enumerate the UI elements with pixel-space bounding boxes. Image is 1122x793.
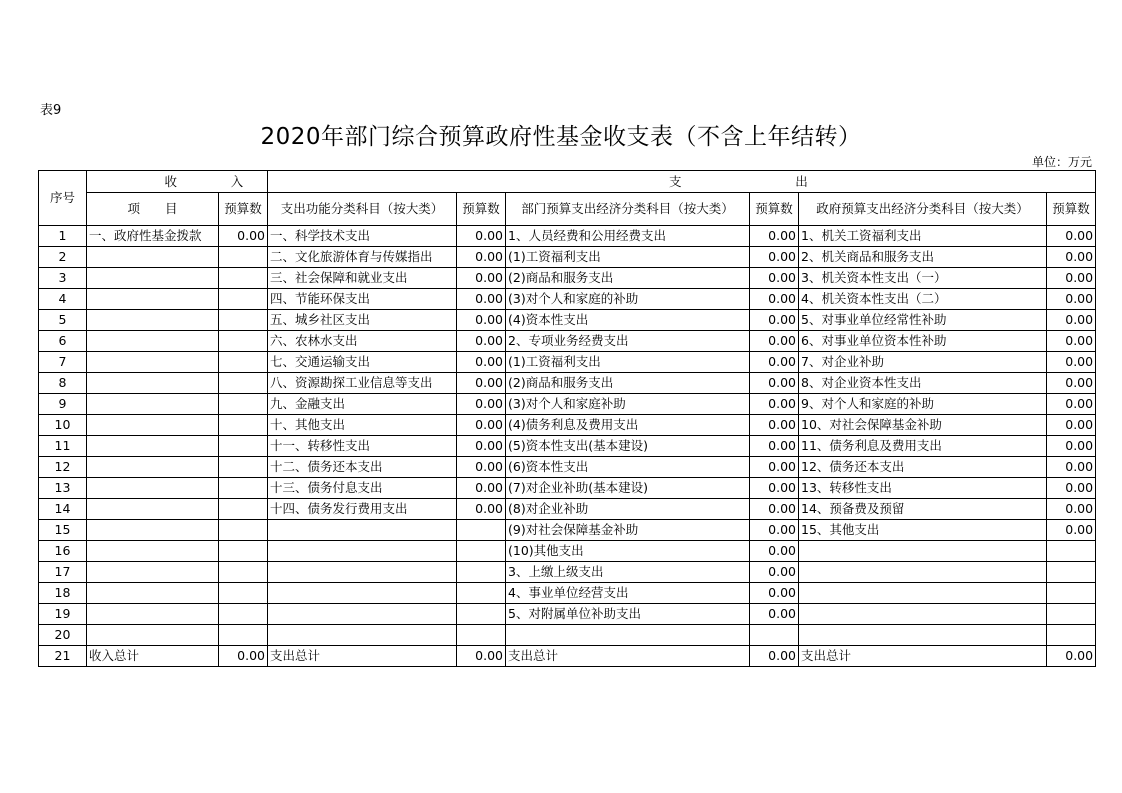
income-item [87,247,219,268]
gov-econ-amount: 0.00 [1047,478,1096,499]
income-amount [219,499,268,520]
gov-econ-amount: 0.00 [1047,373,1096,394]
income-item [87,373,219,394]
dept-econ-item: (4)资本性支出 [506,310,750,331]
row-seq: 20 [39,625,87,646]
func-amount: 0.00 [457,247,506,268]
dept-econ-item: (9)对社会保障基金补助 [506,520,750,541]
dept-econ-amount: 0.00 [750,436,799,457]
dept-econ-item: (3)对个人和家庭的补助 [506,289,750,310]
dept-econ-amount: 0.00 [750,352,799,373]
table-number: 表9 [40,103,62,118]
income-item [87,541,219,562]
table-row [39,562,1096,583]
gov-econ-item: 2、机关商品和服务支出 [799,247,1047,268]
gov-econ-item [799,583,1047,604]
income-item [87,394,219,415]
unit-label: 单位：万元 [1031,155,1092,169]
gov-econ-amount: 0.00 [1047,226,1096,247]
dept-econ-item: 支出总计 [506,646,750,667]
func-amount: 0.00 [457,478,506,499]
income-amount [219,583,268,604]
func-item [268,625,457,646]
dept-econ-amount: 0.00 [750,478,799,499]
income-amount [219,352,268,373]
dept-econ-amount: 0.00 [750,226,799,247]
func-amount [457,604,506,625]
row-seq: 15 [39,520,87,541]
income-item [87,310,219,331]
table-row [39,457,1096,478]
row-seq: 4 [39,289,87,310]
page-title: 2020年部门综合预算政府性基金收支表（不含上年结转） [260,124,862,150]
income-amount [219,436,268,457]
row-seq: 19 [39,604,87,625]
gov-econ-item [799,562,1047,583]
gov-econ-amount [1047,562,1096,583]
func-item: 十、其他支出 [268,415,457,436]
row-seq: 13 [39,478,87,499]
row-seq: 11 [39,436,87,457]
income-amount: 0.00 [219,226,268,247]
table-row [39,625,1096,646]
row-seq: 2 [39,247,87,268]
income-amount [219,373,268,394]
income-amount [219,478,268,499]
table-row [39,604,1096,625]
income-item [87,457,219,478]
gov-econ-item: 3、机关资本性支出（一） [799,268,1047,289]
income-amount [219,562,268,583]
table-row [39,226,1096,247]
income-amount [219,289,268,310]
func-amount: 0.00 [457,373,506,394]
func-item: 支出总计 [268,646,457,667]
gov-econ-item: 1、机关工资福利支出 [799,226,1047,247]
dept-econ-amount: 0.00 [750,520,799,541]
gov-econ-amount [1047,625,1096,646]
income-amount [219,394,268,415]
dept-econ-amount: 0.00 [750,373,799,394]
dept-econ-item: (6)资本性支出 [506,457,750,478]
table-row [39,394,1096,415]
func-item: 四、节能环保支出 [268,289,457,310]
gov-econ-item: 10、对社会保障基金补助 [799,415,1047,436]
dept-econ-amount: 0.00 [750,541,799,562]
gov-econ-item: 7、对企业补助 [799,352,1047,373]
dept-econ-amount: 0.00 [750,415,799,436]
func-amount: 0.00 [457,457,506,478]
income-item [87,604,219,625]
gov-econ-item: 支出总计 [799,646,1047,667]
func-amount: 0.00 [457,226,506,247]
dept-econ-item [506,625,750,646]
gov-econ-amount: 0.00 [1047,436,1096,457]
budget-table [38,170,1096,667]
func-item [268,604,457,625]
income-item [87,520,219,541]
dept-econ-item: (5)资本性支出(基本建设) [506,436,750,457]
header-income-b: 入 [230,173,244,189]
func-item: 六、农林水支出 [268,331,457,352]
gov-econ-amount: 0.00 [1047,415,1096,436]
func-item: 二、文化旅游体育与传媒指出 [268,247,457,268]
gov-econ-amount [1047,604,1096,625]
row-seq: 17 [39,562,87,583]
func-amount: 0.00 [457,352,506,373]
income-item [87,478,219,499]
header-gov-econ: 政府预算支出经济分类科目（按大类） [799,193,1047,226]
gov-econ-amount: 0.00 [1047,457,1096,478]
gov-econ-item: 5、对事业单位经常性补助 [799,310,1047,331]
dept-econ-amount: 0.00 [750,646,799,667]
dept-econ-amount [750,625,799,646]
income-item [87,436,219,457]
header-budget-func: 预算数 [457,193,506,226]
dept-econ-amount: 0.00 [750,457,799,478]
dept-econ-amount: 0.00 [750,268,799,289]
gov-econ-amount: 0.00 [1047,646,1096,667]
row-seq: 5 [39,310,87,331]
func-amount: 0.00 [457,289,506,310]
table-row [39,583,1096,604]
gov-econ-amount: 0.00 [1047,310,1096,331]
dept-econ-amount: 0.00 [750,310,799,331]
gov-econ-item: 12、债务还本支出 [799,457,1047,478]
income-amount [219,457,268,478]
gov-econ-amount: 0.00 [1047,268,1096,289]
income-amount [219,415,268,436]
row-seq: 7 [39,352,87,373]
func-item [268,520,457,541]
func-amount [457,625,506,646]
gov-econ-item [799,625,1047,646]
dept-econ-amount: 0.00 [750,331,799,352]
gov-econ-item: 9、对个人和家庭的补助 [799,394,1047,415]
row-seq: 14 [39,499,87,520]
header-income-a: 收 [164,173,177,189]
func-item [268,541,457,562]
gov-econ-item: 4、机关资本性支出（二） [799,289,1047,310]
func-amount [457,541,506,562]
dept-econ-item: 5、对附属单位补助支出 [506,604,750,625]
income-amount [219,310,268,331]
func-item: 十二、债务还本支出 [268,457,457,478]
dept-econ-item: (2)商品和服务支出 [506,268,750,289]
table-row [39,268,1096,289]
dept-econ-amount: 0.00 [750,499,799,520]
func-item: 三、社会保障和就业支出 [268,268,457,289]
func-item [268,583,457,604]
row-seq: 16 [39,541,87,562]
gov-econ-item: 6、对事业单位资本性补助 [799,331,1047,352]
gov-econ-item: 15、其他支出 [799,520,1047,541]
income-item [87,499,219,520]
table-row [39,331,1096,352]
dept-econ-item: (2)商品和服务支出 [506,373,750,394]
dept-econ-amount: 0.00 [750,247,799,268]
dept-econ-item: (8)对企业补助 [506,499,750,520]
income-item [87,625,219,646]
row-seq: 1 [39,226,87,247]
header-expense [268,171,1096,193]
gov-econ-item [799,541,1047,562]
income-amount [219,520,268,541]
table-row [39,520,1096,541]
table-row [39,499,1096,520]
func-amount: 0.00 [457,331,506,352]
income-item [87,289,219,310]
gov-econ-item: 11、债务利息及费用支出 [799,436,1047,457]
income-amount [219,247,268,268]
row-seq: 18 [39,583,87,604]
func-amount [457,520,506,541]
gov-econ-amount: 0.00 [1047,499,1096,520]
income-item: 一、政府性基金拨款 [87,226,219,247]
dept-econ-item: (1)工资福利支出 [506,247,750,268]
row-seq: 12 [39,457,87,478]
income-item: 收入总计 [87,646,219,667]
row-seq: 6 [39,331,87,352]
header-budget-income: 预算数 [219,193,268,226]
func-amount: 0.00 [457,499,506,520]
header-expense-b: 出 [795,173,808,189]
dept-econ-amount: 0.00 [750,562,799,583]
func-amount: 0.00 [457,415,506,436]
gov-econ-amount [1047,583,1096,604]
table-row [39,541,1096,562]
gov-econ-item: 13、转移性支出 [799,478,1047,499]
header-expense-a: 支 [669,173,682,189]
gov-econ-amount: 0.00 [1047,352,1096,373]
table-row [39,247,1096,268]
income-amount [219,268,268,289]
dept-econ-item: (4)债务利息及费用支出 [506,415,750,436]
func-item [268,562,457,583]
func-amount: 0.00 [457,268,506,289]
func-item: 一、科学技术支出 [268,226,457,247]
income-item [87,583,219,604]
func-amount [457,562,506,583]
income-amount [219,331,268,352]
table-row [39,310,1096,331]
dept-econ-item: 3、上缴上级支出 [506,562,750,583]
table-body [39,226,1096,667]
gov-econ-amount: 0.00 [1047,520,1096,541]
func-amount: 0.00 [457,436,506,457]
dept-econ-item: 4、事业单位经营支出 [506,583,750,604]
income-item [87,415,219,436]
header-item: 项 目 [87,193,219,226]
gov-econ-amount [1047,541,1096,562]
dept-econ-amount: 0.00 [750,604,799,625]
header-func-class: 支出功能分类科目（按大类） [268,193,457,226]
income-amount [219,541,268,562]
table-row [39,415,1096,436]
func-item: 十三、债务付息支出 [268,478,457,499]
func-item: 十四、债务发行费用支出 [268,499,457,520]
header-budget-gov: 预算数 [1047,193,1096,226]
gov-econ-item: 8、对企业资本性支出 [799,373,1047,394]
func-amount: 0.00 [457,310,506,331]
row-seq: 8 [39,373,87,394]
func-amount: 0.00 [457,394,506,415]
row-seq: 10 [39,415,87,436]
dept-econ-item: 1、人员经费和公用经费支出 [506,226,750,247]
dept-econ-amount: 0.00 [750,583,799,604]
dept-econ-item: (10)其他支出 [506,541,750,562]
header-income [87,171,268,193]
gov-econ-amount: 0.00 [1047,394,1096,415]
gov-econ-item [799,604,1047,625]
table-row [39,478,1096,499]
dept-econ-amount: 0.00 [750,289,799,310]
func-item: 九、金融支出 [268,394,457,415]
income-amount [219,604,268,625]
income-item [87,352,219,373]
header-seq: 序号 [39,171,87,226]
table-row [39,436,1096,457]
row-seq: 21 [39,646,87,667]
func-item: 五、城乡社区支出 [268,310,457,331]
dept-econ-item: 2、专项业务经费支出 [506,331,750,352]
header-dept-econ: 部门预算支出经济分类科目（按大类） [506,193,750,226]
dept-econ-item: (3)对个人和家庭补助 [506,394,750,415]
dept-econ-item: (7)对企业补助(基本建设) [506,478,750,499]
table-row [39,289,1096,310]
func-item: 十一、转移性支出 [268,436,457,457]
income-item [87,331,219,352]
row-seq: 3 [39,268,87,289]
table-row [39,352,1096,373]
func-item: 八、资源勘探工业信息等支出 [268,373,457,394]
func-amount: 0.00 [457,646,506,667]
gov-econ-item: 14、预备费及预留 [799,499,1047,520]
gov-econ-amount: 0.00 [1047,289,1096,310]
income-item [87,268,219,289]
income-amount [219,625,268,646]
table-row [39,373,1096,394]
func-amount [457,583,506,604]
gov-econ-amount: 0.00 [1047,247,1096,268]
header-budget-dept: 预算数 [750,193,799,226]
income-amount: 0.00 [219,646,268,667]
dept-econ-amount: 0.00 [750,394,799,415]
dept-econ-item: (1)工资福利支出 [506,352,750,373]
gov-econ-amount: 0.00 [1047,331,1096,352]
table-row [39,646,1096,667]
func-item: 七、交通运输支出 [268,352,457,373]
row-seq: 9 [39,394,87,415]
income-item [87,562,219,583]
